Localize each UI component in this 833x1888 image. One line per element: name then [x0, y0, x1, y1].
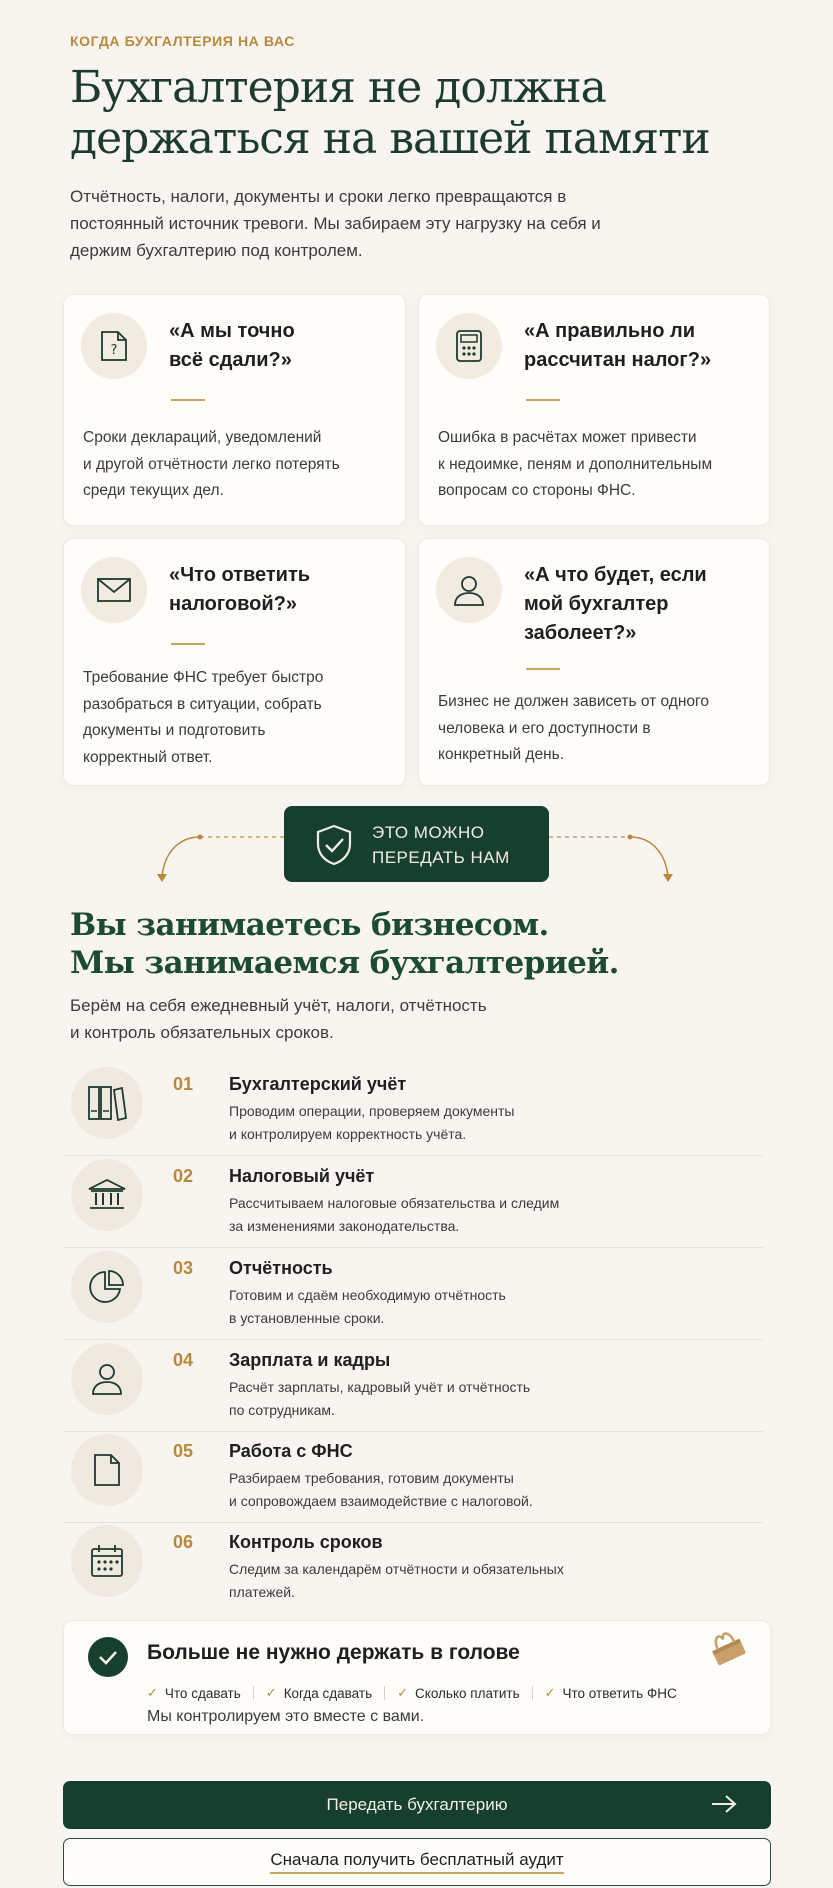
service-number: 04 [173, 1350, 194, 1370]
handoff-accounting-button[interactable] [63, 1781, 771, 1829]
shield-check-icon [314, 823, 354, 872]
pain-card-body: Сроки деклараций, уведомлений и другой отчётности легко потерять среди текущих дел. [83, 429, 340, 499]
service-row [63, 1522, 763, 1614]
service-row [63, 1431, 763, 1523]
pain-card-accountant-sick [418, 538, 770, 786]
service-number: 05 [173, 1441, 194, 1461]
service-desc: Рассчитываем налоговые обязательства и следим за изменениями законодательства. [229, 1195, 560, 1234]
pain-card-title: «Что ответить налоговой?» [169, 564, 311, 615]
service-title: Зарплата и кадры [229, 1350, 391, 1370]
check-icon: ✓ [397, 1685, 409, 1700]
divider [526, 399, 560, 401]
service-number: 03 [173, 1258, 194, 1278]
summary-chips [147, 1685, 677, 1701]
service-title: Бухгалтерский учёт [229, 1074, 407, 1094]
person-icon [71, 1343, 143, 1415]
calculator-icon [436, 313, 502, 379]
check-icon: ✓ [265, 1685, 277, 1700]
binders-icon [71, 1067, 143, 1139]
check-icon: ✓ [147, 1685, 158, 1700]
service-title: Налоговый учёт [229, 1166, 375, 1186]
document-icon [71, 1434, 143, 1506]
service-title: Работа с ФНС [229, 1441, 353, 1461]
chip: ✓ Что ответить ФНС [544, 1685, 677, 1701]
handoff-badge [284, 806, 549, 882]
button-label: Передать бухгалтерию [326, 1795, 508, 1814]
pie-chart-icon [71, 1251, 143, 1323]
divider [171, 643, 205, 645]
service-row [63, 1064, 763, 1156]
pain-card-body: Требование ФНС требует быстро разобраться в ситуации, собрать документы и подготовить корректный ответ. [83, 669, 324, 766]
envelope-icon [81, 557, 147, 623]
pain-card-fns-request [63, 538, 406, 786]
binder-clip-icon [705, 1622, 751, 1673]
pain-card-title: «А что будет, если мой бухгалтер заболеет?» [524, 564, 707, 644]
service-desc: Расчёт зарплаты, кадровый учёт и отчётность по сотрудникам. [229, 1379, 531, 1418]
divider [384, 1686, 385, 1700]
pain-card-title: «А правильно ли рассчитан налог?» [524, 320, 712, 371]
pain-card-deadlines [63, 294, 406, 526]
service-desc: Проводим операции, проверяем документы и контролируем корректность учёта. [229, 1103, 515, 1142]
summary-subtitle: Мы контролируем это вместе с вами. [147, 1708, 425, 1725]
lead-text: Отчётность, налоги, документы и сроки легко превращаются в постоянный источник тревоги. Мы забираем эту нагрузку на себя и держим бухгалтерию под контролем. [70, 187, 601, 260]
check-icon: ✓ [544, 1685, 556, 1700]
summary-card [63, 1620, 771, 1735]
question-document-icon [81, 313, 147, 379]
service-number: 01 [173, 1074, 194, 1094]
section-lead: Берём на себя ежедневный учёт, налоги, отчётность и контроль обязательных сроков. [70, 996, 487, 1042]
service-row [63, 1248, 763, 1340]
divider [253, 1686, 254, 1700]
divider [171, 399, 205, 401]
service-desc: Готовим и сдаём необходимую отчётность в установленные сроки. [229, 1287, 506, 1326]
free-audit-button[interactable] [63, 1838, 771, 1886]
service-number: 02 [173, 1166, 194, 1186]
service-desc: Разбираем требования, готовим документы и сопровождаем взаимодействие с налоговой. [229, 1470, 533, 1509]
chip: ✓ Что сдавать [147, 1685, 241, 1701]
calendar-icon [71, 1525, 143, 1597]
bank-icon [71, 1159, 143, 1231]
user-icon [436, 557, 502, 623]
handoff-label: ЭТО МОЖНО ПЕРЕДАТЬ НАМ [372, 823, 510, 867]
arrow-right-icon [711, 1794, 737, 1819]
section-eyebrow: КОГДА БУХГАЛТЕРИЯ НА ВАС [70, 33, 295, 49]
pain-card-body: Бизнес не должен зависеть от одного человека и его доступности в конкретный день. [438, 693, 709, 763]
chip: ✓ Когда сдавать [265, 1685, 373, 1701]
page-title: Бухгалтерия не должна держаться на вашей памяти [70, 62, 710, 164]
pain-card-title: «А мы точно всё сдали?» [169, 320, 295, 371]
service-number: 06 [173, 1532, 194, 1552]
pain-card-body: Ошибка в расчётах может привести к недоимке, пеням и дополнительным вопросам со стороны ФНС. [438, 429, 713, 499]
check-icon [88, 1637, 128, 1677]
summary-title: Больше не нужно держать в голове [147, 1641, 520, 1664]
service-row [63, 1340, 763, 1432]
section-title: Вы занимаетесь бизнесом. Мы занимаемся бухгалтерией. [70, 907, 619, 981]
service-title: Отчётность [229, 1258, 333, 1278]
service-row [63, 1156, 763, 1248]
svg-text:?: ? [110, 343, 118, 358]
divider [532, 1686, 533, 1700]
button-label: Сначала получить бесплатный аудит [270, 1850, 563, 1874]
pain-card-tax-calc [418, 294, 770, 526]
divider [526, 668, 560, 670]
chip: ✓ Сколько платить [397, 1685, 520, 1701]
service-desc: Следим за календарём отчётности и обязательных платежей. [229, 1561, 564, 1600]
service-title: Контроль сроков [229, 1532, 383, 1552]
